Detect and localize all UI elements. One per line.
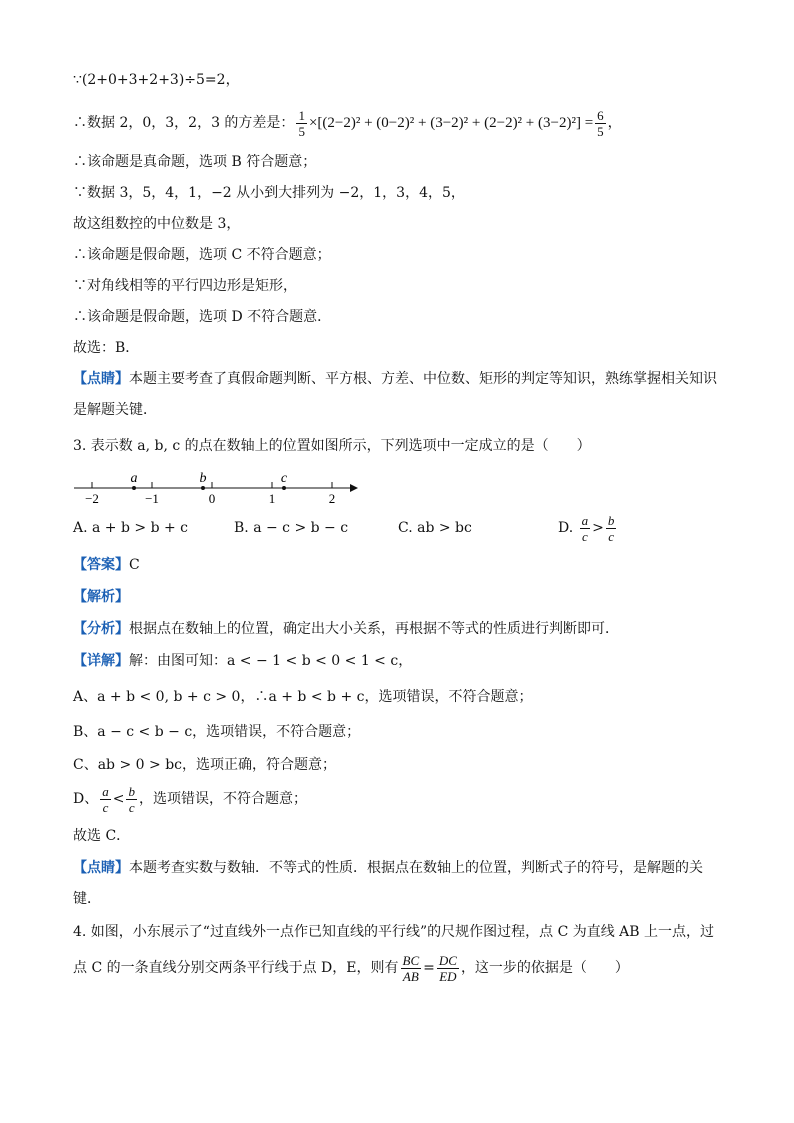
tick-label: 1 <box>268 491 276 506</box>
answer-value: C <box>129 557 140 573</box>
choose-line: 故选 C． <box>73 828 131 844</box>
point-label: a <box>130 471 138 486</box>
variance-expression: ×[(2−2)² + (0−2)² + (3−2)² + (2−2)² + (3−2)²] = <box>308 115 594 131</box>
text-line: ∵对角线相等的平行四边形是矩形， <box>73 278 297 294</box>
detail-line: 【详解】解：由图可知：a < − 1 < b < 0 < 1 < c， <box>73 653 413 669</box>
fraction-a-over-c: $\frac{a}{c}$ <box>581 512 589 544</box>
point-marker <box>201 486 205 490</box>
note-line: 【点睛】本题主要考查了真假命题判断、平方根、方差、中位数、矩形的判定等知识，熟练掌握相关知识 <box>73 371 717 387</box>
answer-tag: 【答案】 <box>73 557 129 573</box>
point-label: b <box>199 471 207 486</box>
question-3-stem: 3. 表示数 a, b, c 的点在数轴上的位置如图所示，下列选项中一定成立的是（ ） <box>73 438 591 454</box>
text-line: ∴该命题是假命题，选项 D 不符合题意． <box>73 309 332 325</box>
fraction-a-over-c: $\frac{a}{c}$ <box>102 783 109 815</box>
text-line: 故这组数控的中位数是 3， <box>73 216 241 232</box>
fraction-b-over-c: $\frac{b}{c}$ <box>607 512 615 544</box>
text-line: ∵(2+0+3+2+3)÷5=2， <box>73 72 240 88</box>
fenxi-line: 【分析】根据点在数轴上的位置，确定出大小关系，再根据不等式的性质进行判断即可． <box>73 621 619 637</box>
tick-label: −1 <box>145 491 159 506</box>
solution-d: D、 $\frac{a}{c}$ < $\frac{b}{c}$ ，选项错误，不符合题意； <box>73 783 307 815</box>
solution-a: A、a + b < 0, b + c > 0，∴a + b < b + c，选项错误，不符合题意； <box>73 689 533 705</box>
variance-line: ∴数据 2，0，3，2，3 的方差是： $\frac{1}{5}$ ×[(2−2)² + (0−2)² + (3−2)² + (2−2)² + (3−2)²] = $\frac{6}{5}$ ， <box>73 107 622 139</box>
text-line: ∴该命题是真命题，选项 B 符合题意； <box>73 154 317 170</box>
variance-prefix: ∴数据 2，0，3，2，3 的方差是： <box>73 115 295 131</box>
tick-label: 0 <box>208 491 216 506</box>
point-label: c <box>280 471 288 486</box>
note-tag: 【点睛】 <box>73 371 129 387</box>
text-line: 是解题关键． <box>73 402 157 418</box>
fraction-six-fifths: $\frac{6}{5}$ <box>597 107 604 139</box>
analysis-line <box>73 587 734 607</box>
option-d: D. $\frac{a}{c}$ > $\frac{b}{c}$ <box>558 512 615 544</box>
fraction-one-fifth: $\frac{1}{5}$ <box>298 107 305 139</box>
fraction-bc-over-ab: $\frac{BC}{AB}$ <box>402 952 420 984</box>
solution-c: C、ab > 0 > bc，选项正确，符合题意； <box>73 757 336 773</box>
tick-label: 2 <box>328 491 336 506</box>
note-tag: 【点睛】 <box>73 860 129 876</box>
question-4-line2: 点 C 的一条直线分别交两条平行线于点 D，E，则有 $\frac{BC}{AB}$ = $\frac{DC}{ED}$ ，这一步的依据是（ ） <box>73 952 629 984</box>
answer-line <box>73 555 734 575</box>
detail-tag: 【详解】 <box>73 653 129 669</box>
option-b: B. a − c > b − c <box>234 520 349 536</box>
text-line: ∴该命题是假命题，选项 C 不符合题意； <box>73 247 331 263</box>
fenxi-tag: 【分析】 <box>73 621 129 637</box>
analysis-tag: 【解析】 <box>73 589 129 605</box>
number-line-figure <box>70 468 370 508</box>
solution-b: B、a − c < b − c，选项错误，不符合题意； <box>73 724 361 740</box>
fraction-b-over-c: $\frac{b}{c}$ <box>128 783 135 815</box>
option-c: C. ab > bc <box>398 520 472 536</box>
text-line: ∵数据 3，5，4，1，−2 从小到大排列为 −2，1，3，4，5， <box>73 185 465 201</box>
text-line: 键． <box>73 891 101 907</box>
option-a: A. a + b > b + c <box>73 520 189 536</box>
fraction-dc-over-ed: $\frac{DC}{ED}$ <box>438 952 457 984</box>
note-line: 【点睛】本题考查实数与数轴．不等式的性质．根据点在数轴上的位置，判断式子的符号，是解题的关 <box>73 860 703 876</box>
tick-label: −2 <box>85 491 99 506</box>
question-4-stem: 4. 如图，小东展示了“过直线外一点作已知直线的平行线”的尺规作图过程，点 C 为直线 AB 上一点，过 <box>73 924 715 940</box>
point-marker <box>282 486 286 490</box>
text-line: 故选：B． <box>73 340 140 356</box>
point-marker <box>132 486 136 490</box>
